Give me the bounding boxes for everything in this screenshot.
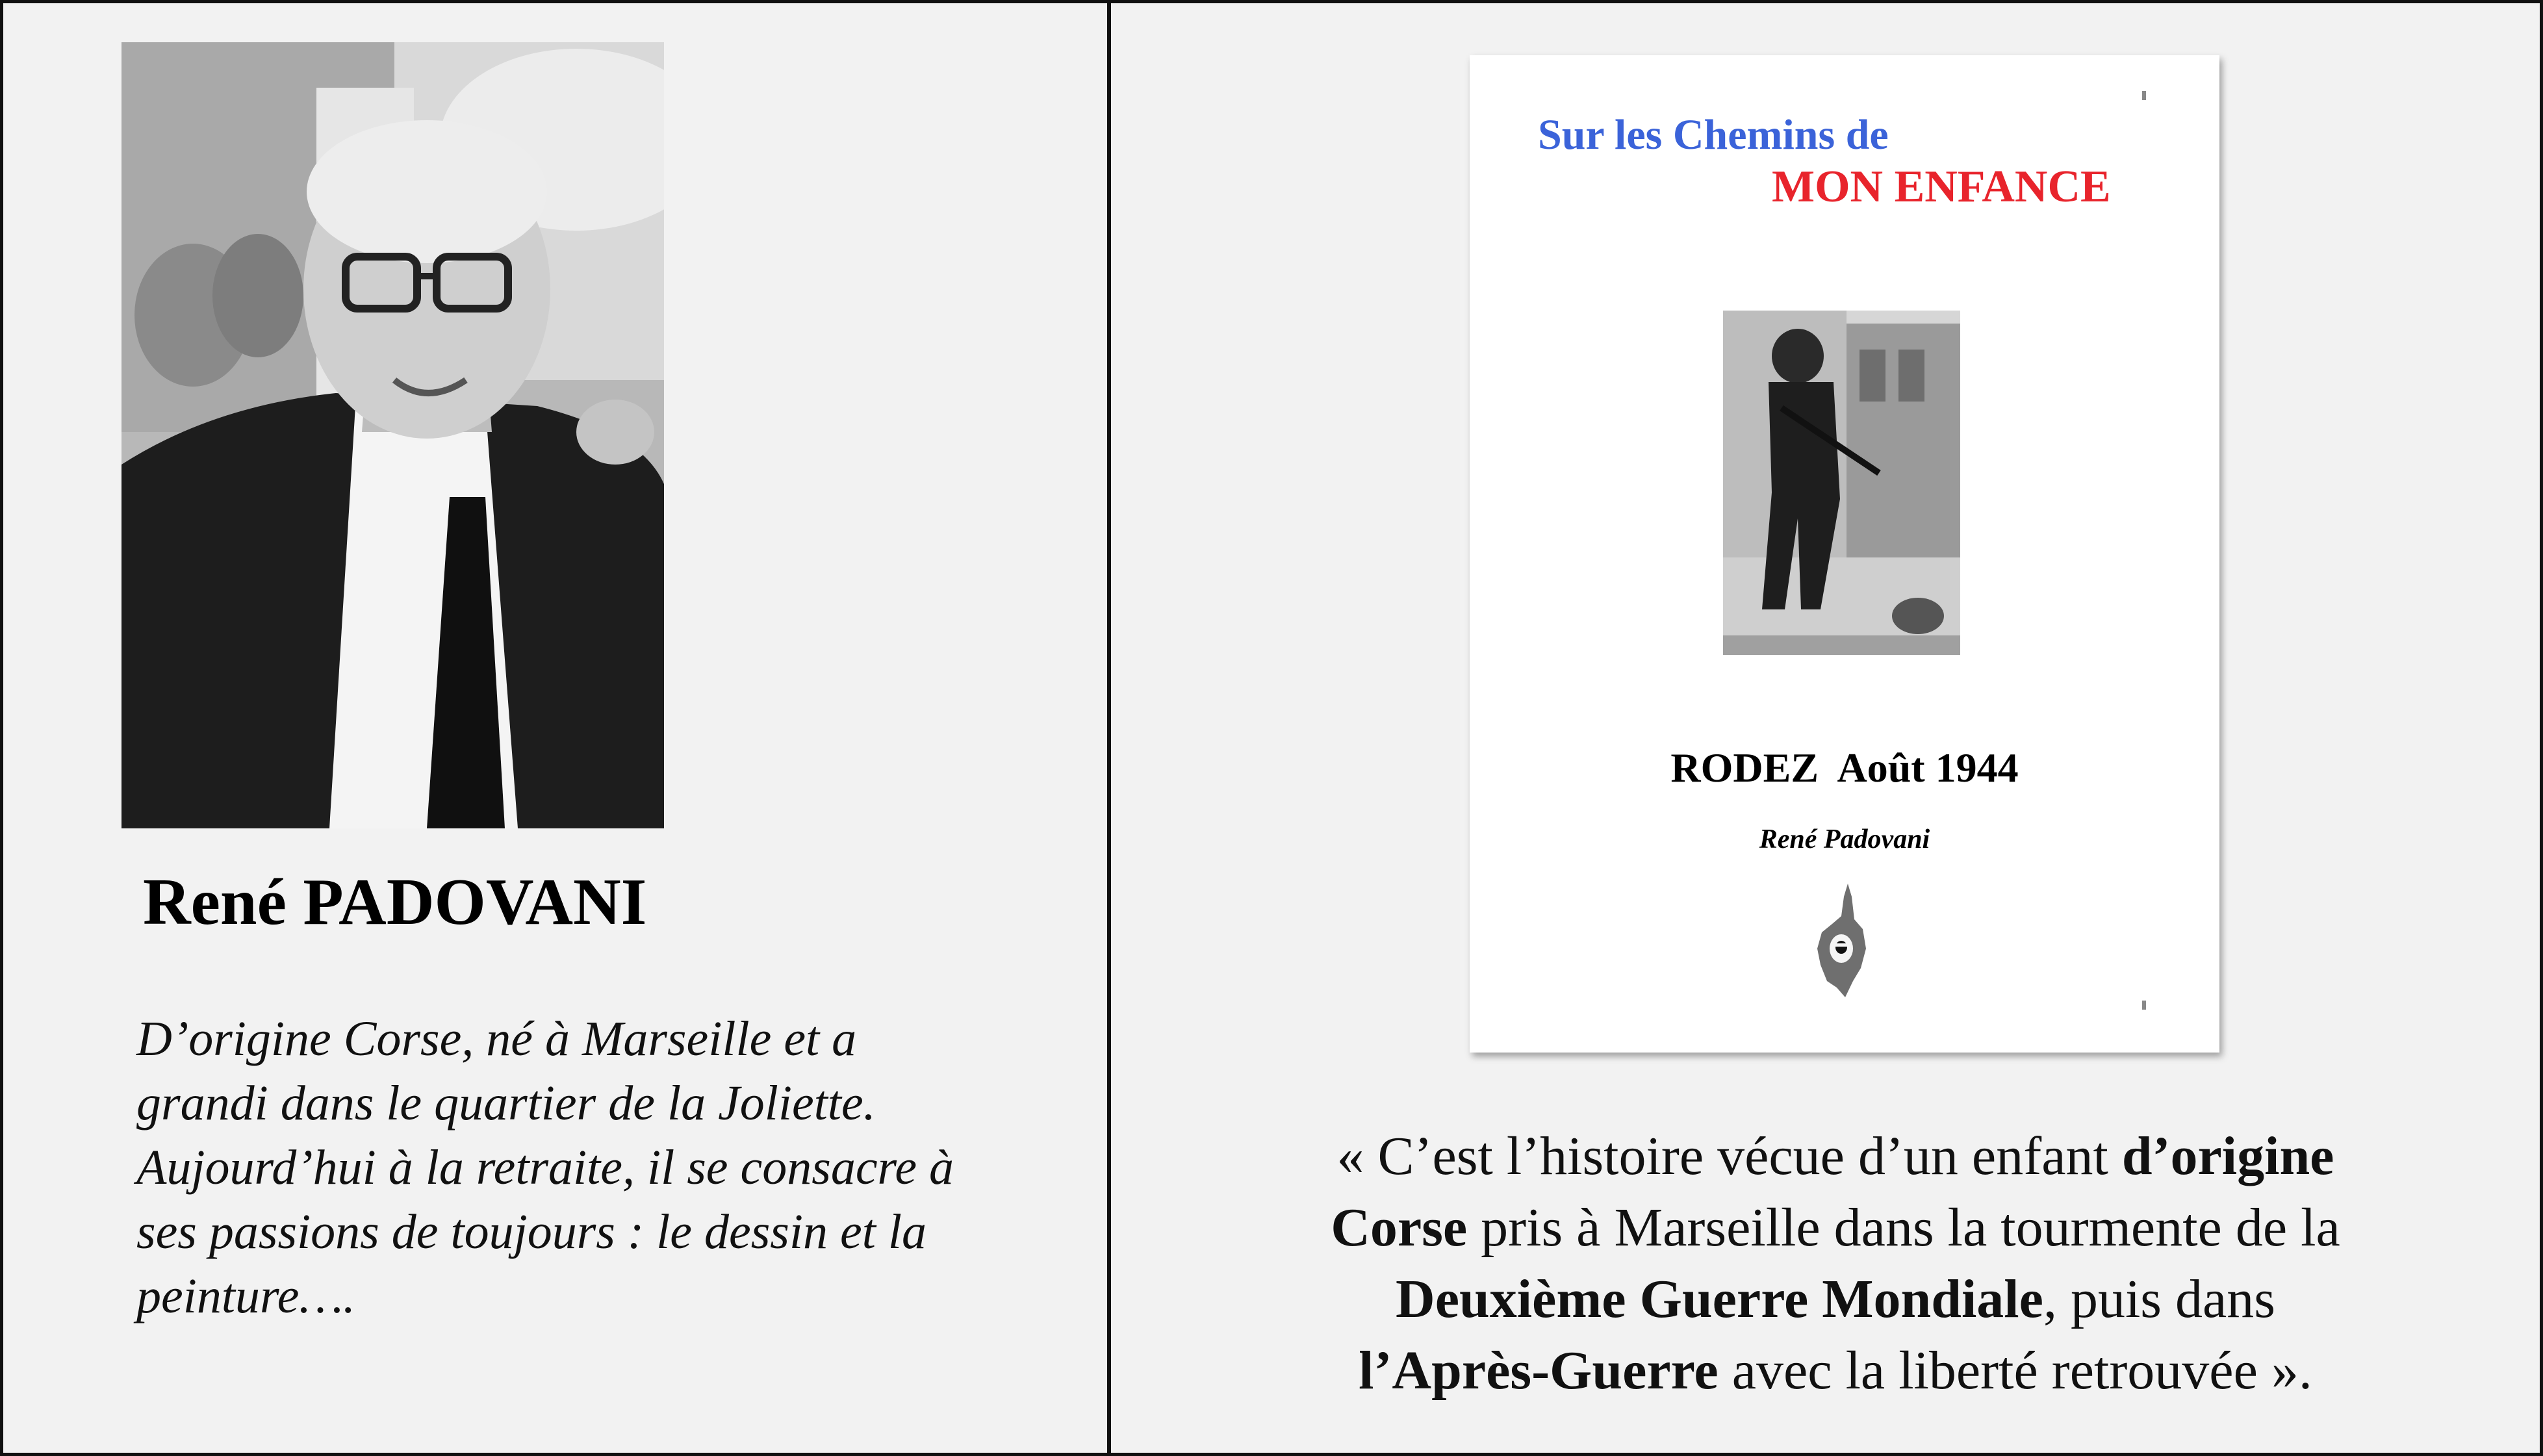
- quote-line-2: [1137, 1192, 2534, 1264]
- quote-emphasis: Corse: [1331, 1197, 1468, 1258]
- bio-line: Aujourd’hui à la retraite, il se consacre à: [136, 1140, 954, 1195]
- quote-text: « C’est l’histoire vécue d’un enfant: [1336, 1126, 2122, 1186]
- quote-line-3: [1137, 1264, 2534, 1335]
- bio-line: ses passions de toujours : le dessin et la: [136, 1205, 926, 1259]
- corsica-map-icon: [1814, 884, 1872, 997]
- quote-text: avec la liberté retrouvée ».: [1718, 1340, 2312, 1401]
- cover-page-mark: [2142, 91, 2146, 100]
- quote-emphasis: l’Après-Guerre: [1359, 1340, 1719, 1401]
- cover-title-line-1: Sur les Chemins de: [1538, 111, 1889, 159]
- quote-line-4: [1137, 1335, 2534, 1407]
- author-portrait: [121, 42, 664, 828]
- bio-line: grandi dans le quartier de la Joliette.: [136, 1076, 876, 1130]
- book-cover: [1470, 55, 2219, 1053]
- quote-emphasis: Deuxième Guerre Mondiale: [1396, 1269, 2043, 1329]
- quote-text: pris à Marseille dans la tourmente de la: [1467, 1197, 2340, 1258]
- bio-line: peinture….: [136, 1269, 356, 1323]
- quote-text: , puis dans: [2043, 1269, 2275, 1329]
- author-name: René PADOVANI: [143, 865, 647, 939]
- book-quote: [1137, 1121, 2534, 1407]
- cover-author: René Padovani: [1759, 824, 1930, 854]
- cover-place-date: RODEZ Août 1944: [1670, 745, 2019, 791]
- quote-line-1: [1137, 1121, 2534, 1192]
- cover-photo: [1723, 311, 1960, 655]
- cover-page-mark: [2142, 1001, 2146, 1010]
- bio-line: D’origine Corse, né à Marseille et a: [136, 1012, 857, 1066]
- cover-title-line-2: MON ENFANCE: [1772, 162, 2111, 212]
- panel-divider: [1107, 0, 1111, 1456]
- author-bio: [136, 1007, 1059, 1329]
- quote-emphasis: d’origine: [2121, 1126, 2334, 1186]
